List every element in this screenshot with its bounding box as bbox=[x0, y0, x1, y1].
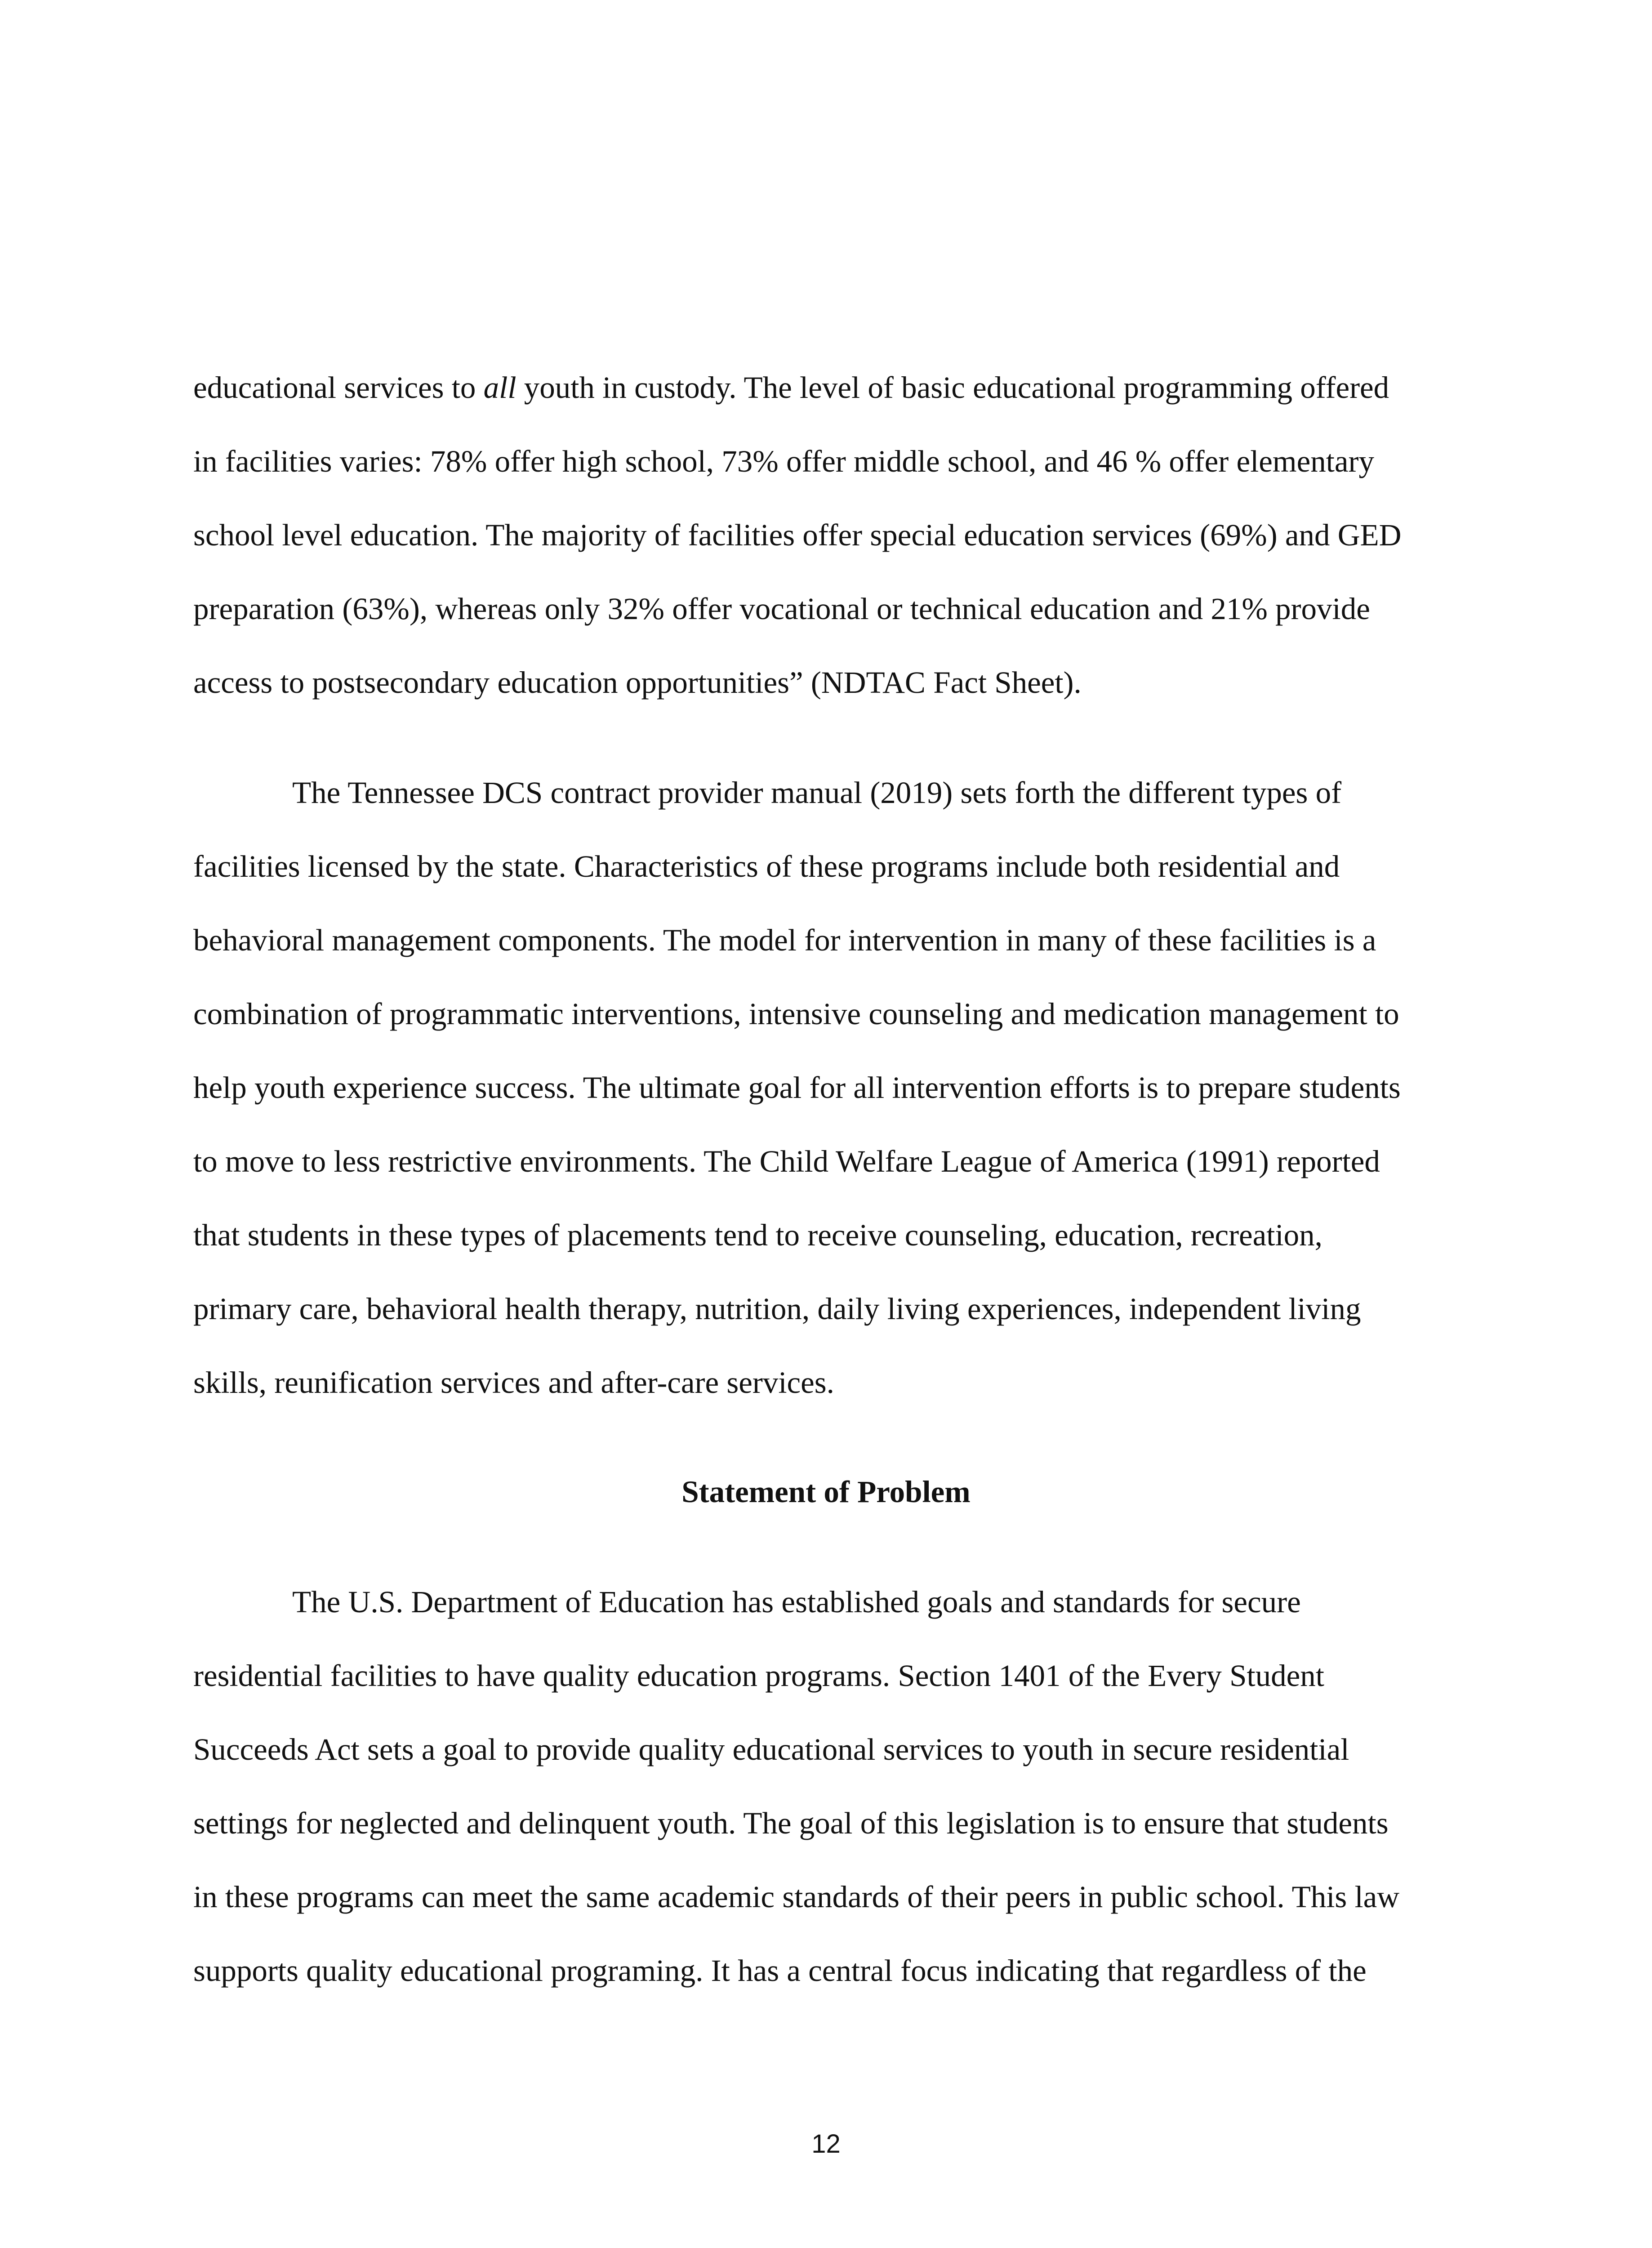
paragraph-line: in facilities varies: 78% offer high school, 73% offer middle school, and 46 % offer elementary bbox=[193, 444, 1374, 478]
page-number: 12 bbox=[811, 2129, 841, 2159]
paragraph-line: that students in these types of placements tend to receive counseling, education, recreation, bbox=[193, 1218, 1322, 1252]
paragraph-line: primary care, behavioral health therapy, nutrition, daily living experiences, independent living bbox=[193, 1292, 1361, 1326]
paragraph-line: facilities licensed by the state. Characteristics of these programs include both residential and bbox=[193, 849, 1340, 883]
paragraph-line: Succeeds Act sets a goal to provide quality educational services to youth in secure residential bbox=[193, 1732, 1349, 1766]
paragraph-line: The U.S. Department of Education has established goals and standards for secure bbox=[292, 1585, 1301, 1619]
paragraph-line: behavioral management components. The model for intervention in many of these facilities is a bbox=[193, 923, 1376, 957]
paragraph-line: combination of programmatic interventions, intensive counseling and medication management to bbox=[193, 997, 1399, 1031]
paragraph-line: school level education. The majority of facilities offer special education services (69%) and GED bbox=[193, 518, 1402, 552]
paragraph-line: skills, reunification services and after-care services. bbox=[193, 1365, 834, 1400]
paragraph-line: to move to less restrictive environments. The Child Welfare League of America (1991) reported bbox=[193, 1144, 1380, 1178]
text-run: youth in custody. The level of basic educational programming offered bbox=[516, 370, 1389, 405]
paragraph-line: supports quality educational programing. It has a central focus indicating that regardless of the bbox=[193, 1954, 1367, 1988]
section-heading: Statement of Problem bbox=[681, 1475, 971, 1509]
paragraph-line: help youth experience success. The ultimate goal for all intervention efforts is to prepare students bbox=[193, 1070, 1401, 1105]
paragraph-line: preparation (63%), whereas only 32% offer vocational or technical education and 21% provide bbox=[193, 592, 1370, 626]
paragraph-line: in these programs can meet the same academic standards of their peers in public school. This law bbox=[193, 1880, 1400, 1914]
text-run: educational services to bbox=[193, 370, 484, 405]
paragraph-line bbox=[193, 367, 1465, 408]
paragraph-line: access to postsecondary education opportunities” (NDTAC Fact Sheet). bbox=[193, 665, 1082, 700]
paragraph-line: settings for neglected and delinquent youth. The goal of this legislation is to ensure that students bbox=[193, 1806, 1389, 1840]
paragraph-line: The Tennessee DCS contract provider manual (2019) sets forth the different types of bbox=[292, 776, 1342, 810]
emphasized-text: all bbox=[483, 370, 517, 405]
paragraph-line: residential facilities to have quality education programs. Section 1401 of the Every Student bbox=[193, 1659, 1324, 1693]
